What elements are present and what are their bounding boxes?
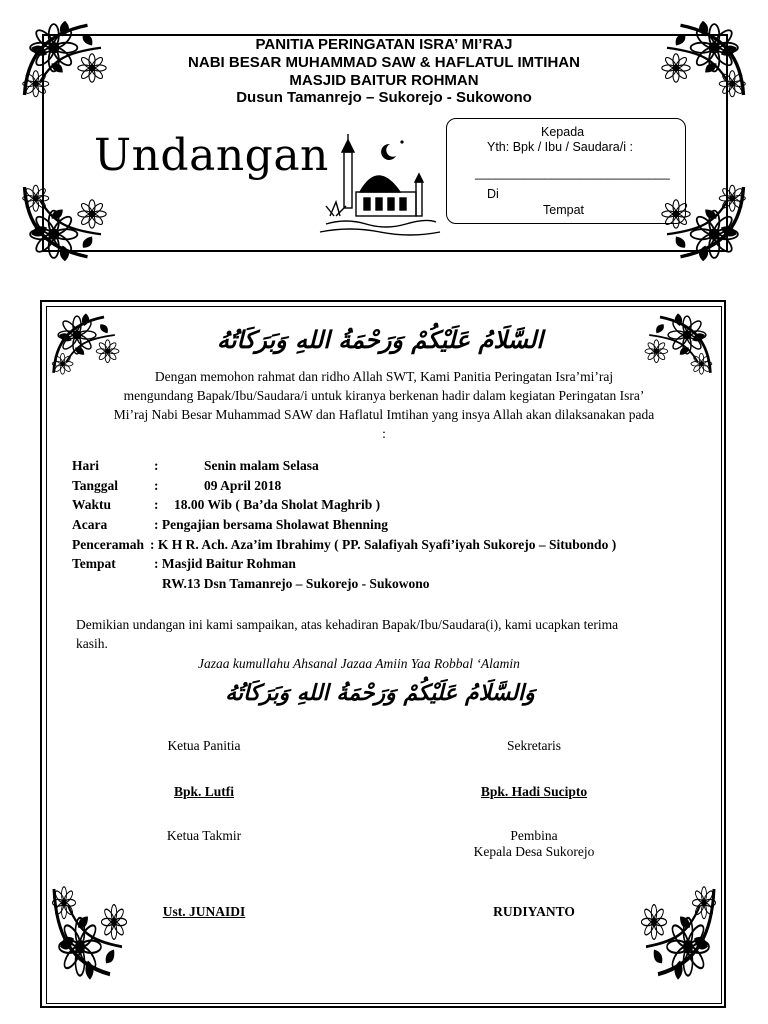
intro-line-2: mengundang Bapak/Ibu/Saudara/i untuk kiranya berkenan hadir dalam kegiatan Peringatan Isra’ — [123, 388, 645, 403]
waktu-label: Waktu — [72, 497, 112, 512]
tanggal-label: Tanggal — [72, 478, 119, 493]
closing-line-2: kasih. — [76, 636, 108, 651]
waktu-colon: : — [154, 497, 159, 512]
mosque-icon — [316, 132, 444, 244]
recipient-name-line: ____________________________ — [475, 166, 670, 180]
page-title: Undangan — [94, 130, 329, 181]
recipient-address-box — [446, 118, 686, 224]
tempat-detail-label: Tempat — [72, 556, 116, 571]
sekretaris-role: Sekretaris — [507, 738, 561, 753]
ketua-takmir-role: Ketua Takmir — [166, 828, 242, 843]
ketua-panitia-name: Bpk. Lutfi — [173, 784, 235, 799]
penceramah-value: : K H R. Ach. Aza’im Ibrahimy ( PP. Salafiyah Syafi’iyah Sukorejo – Situbondo ) — [150, 537, 617, 552]
salam-opening: السَّلَامُ عَلَيْكُمْ وَرَحْمَةُ اللهِ وَبَرَكَاتُهُ — [216, 326, 544, 354]
event-name: NABI BESAR MUHAMMAD SAW & HAFLATUL IMTIHAN — [188, 54, 580, 71]
ketua-panitia-role: Ketua Panitia — [167, 738, 241, 753]
salam-closing: وَالسَّلَامُ عَلَيْكُمْ وَرَحْمَةُ اللهِ وَبَرَكَاتُهُ — [225, 681, 535, 706]
mosque-name: MASJID BAITUR ROHMAN — [289, 72, 479, 89]
village-address: Dusun Tamanrejo – Sukorejo - Sukowono — [236, 89, 532, 106]
hari-value: Senin malam Selasa — [204, 458, 319, 473]
tanggal-value: 09 April 2018 — [204, 478, 282, 493]
invitation-card — [40, 300, 728, 1010]
tempat-value-2: RW.13 Dsn Tamanrejo – Sukorejo - Sukowono — [162, 576, 430, 591]
ketua-takmir-name: Ust. JUNAIDI — [162, 904, 246, 919]
tanggal-colon: : — [154, 478, 159, 493]
intro-line-1: Dengan memohon rahmat dan ridho Allah SWT, Kami Panitia Peringatan Isra’mi’raj — [154, 369, 614, 384]
intro-line-3: Mi’raj Nabi Besar Muhammad SAW dan Haflatul Imtihan yang insya Allah akan dilaksanakan pada — [113, 407, 655, 422]
pembina-position: Kepala Desa Sukorejo — [473, 844, 595, 859]
pembina-role: Pembina — [510, 828, 558, 843]
penceramah-label: Penceramah — [72, 537, 144, 552]
di-label: Di — [487, 187, 499, 201]
closing-line-1: Demikian undangan ini kami sampaikan, atas kehadiran Bapak/Ibu/Saudara(i), kami ucapkan terima — [76, 617, 619, 632]
tempat-value: : Masjid Baitur Rohman — [154, 556, 296, 571]
yth-label: Yth: Bpk / Ibu / Saudara/i : — [487, 140, 633, 154]
jazaa-line: Jazaa kumullahu Ahsanal Jazaa Amiin Yaa Robbal ‘Alamin — [198, 656, 520, 671]
bottom-left-floral-icon — [20, 178, 110, 268]
bottom-left-floral-icon — [50, 878, 130, 988]
committee-name: PANITIA PERINGATAN ISRA’ MI’RAJ — [255, 36, 513, 53]
hari-label: Hari — [72, 458, 99, 473]
bottom-right-floral-icon — [638, 878, 718, 988]
header-card — [20, 14, 748, 268]
kepada-label: Kepada — [541, 125, 585, 139]
sekretaris-name: Bpk. Hadi Sucipto — [480, 784, 588, 799]
acara-value: : Pengajian bersama Sholawat Bhenning — [154, 517, 389, 532]
pembina-name: RUDIYANTO — [493, 904, 575, 919]
tempat-label: Tempat — [543, 203, 584, 217]
waktu-value: 18.00 Wib ( Ba’da Sholat Maghrib ) — [174, 497, 381, 512]
acara-label: Acara — [72, 517, 108, 532]
intro-line-4: : — [382, 426, 386, 441]
hari-colon: : — [154, 458, 159, 473]
